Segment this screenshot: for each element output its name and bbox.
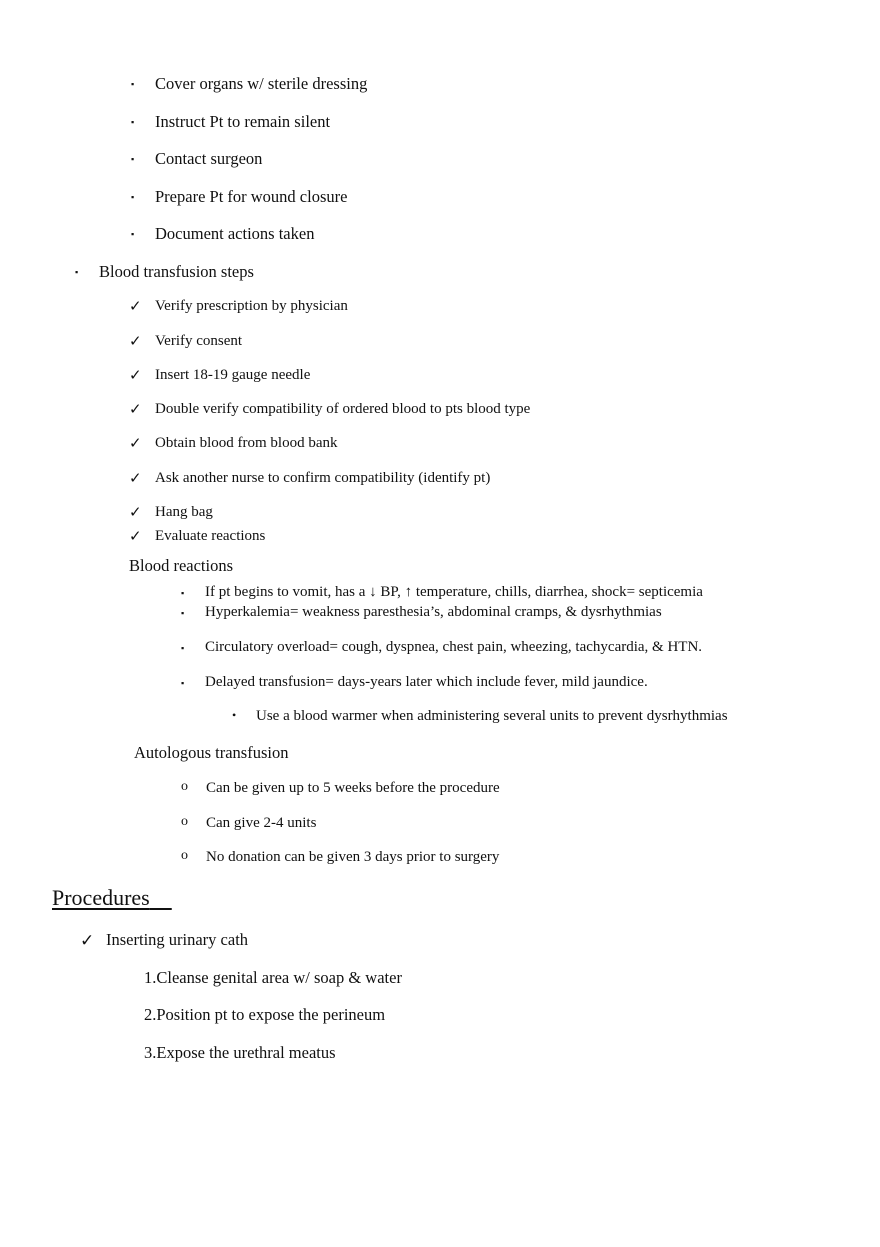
procedures-heading: Procedures	[52, 885, 150, 910]
wound-step: Document actions taken	[155, 224, 315, 243]
square-bullet-icon: ▪	[131, 79, 135, 89]
blood-reactions-title: Blood reactions	[129, 556, 234, 575]
procedure-item: Inserting urinary cath	[106, 930, 249, 949]
wound-step: Contact surgeon	[155, 149, 263, 168]
procedure-step: 1.Cleanse genital area w/ soap & water	[144, 968, 402, 987]
check-icon: ✓	[129, 299, 142, 315]
check-icon: ✓	[129, 402, 142, 418]
transfusion-step: Ask another nurse to confirm compatibility (identify pt)	[155, 470, 491, 486]
check-icon: ✓	[129, 368, 142, 384]
circle-bullet-icon: o	[181, 848, 188, 863]
reaction-sub-item: Use a blood warmer when administering several units to prevent dysrhythmias	[256, 708, 728, 724]
transfusion-step: Verify consent	[155, 333, 243, 349]
check-icon: ✓	[129, 471, 142, 487]
wound-step: Cover organs w/ sterile dressing	[155, 74, 368, 93]
reaction-item: Hyperkalemia= weakness paresthesia’s, abdominal cramps, & dysrhythmias	[205, 604, 662, 620]
square-bullet-icon: ▪	[131, 154, 135, 164]
wound-step: Instruct Pt to remain silent	[155, 112, 331, 131]
square-bullet-icon: ▪	[181, 588, 185, 598]
square-bullet-icon: ▪	[131, 117, 135, 127]
transfusion-step: Hang bag	[155, 504, 213, 520]
circle-bullet-icon: o	[181, 814, 188, 829]
autologous-item: Can be given up to 5 weeks before the procedure	[206, 780, 500, 796]
reaction-item: If pt begins to vomit, has a ↓ BP, ↑ temperature, chills, diarrhea, shock= septicemia	[205, 584, 703, 600]
transfusion-step: Insert 18-19 gauge needle	[155, 367, 311, 383]
transfusion-step: Double verify compatibility of ordered blood to pts blood type	[155, 401, 531, 417]
square-bullet-icon: ▪	[181, 608, 185, 618]
check-icon: ✓	[129, 436, 142, 452]
square-bullet-icon: ▪	[181, 643, 185, 653]
circle-bullet-icon: o	[181, 779, 188, 794]
wound-step: Prepare Pt for wound closure	[155, 187, 348, 206]
reaction-item: Delayed transfusion= days-years later which include fever, mild jaundice.	[205, 674, 648, 690]
procedure-step: 2.Position pt to expose the perineum	[144, 1005, 386, 1024]
check-icon: ✓	[129, 334, 142, 350]
transfusion-step: Obtain blood from blood bank	[155, 435, 338, 451]
square-bullet-icon: ▪	[131, 229, 135, 239]
transfusion-step: Evaluate reactions	[155, 528, 266, 544]
procedure-step: 3.Expose the urethral meatus	[144, 1043, 336, 1062]
reaction-item: Circulatory overload= cough, dyspnea, chest pain, wheezing, tachycardia, & HTN.	[205, 639, 703, 655]
check-icon: ✓	[129, 529, 142, 545]
square-bullet-icon: ▪	[181, 678, 185, 688]
dot-bullet-icon: •	[232, 708, 237, 722]
transfusion-step: Verify prescription by physician	[155, 298, 348, 314]
blood-transfusion-title: Blood transfusion steps	[99, 262, 254, 281]
square-bullet-icon: ▪	[75, 267, 79, 277]
square-bullet-icon: ▪	[131, 192, 135, 202]
autologous-item: Can give 2-4 units	[206, 815, 317, 831]
autologous-item: No donation can be given 3 days prior to surgery	[206, 849, 500, 865]
autologous-title: Autologous transfusion	[134, 743, 289, 762]
check-icon: ✓	[80, 931, 95, 950]
check-icon: ✓	[129, 505, 142, 521]
